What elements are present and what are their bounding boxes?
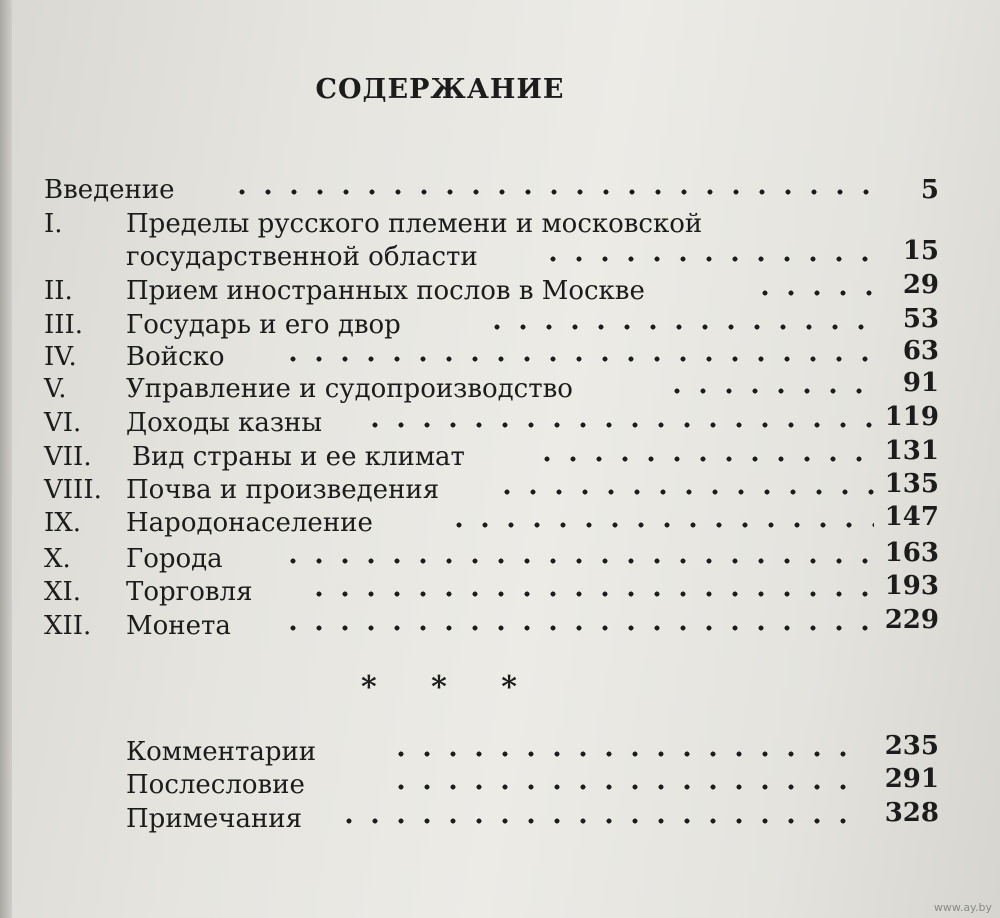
dot-leader xyxy=(664,388,874,394)
dot-leader xyxy=(306,591,874,597)
toc-entry-page: 5 xyxy=(920,175,939,205)
toc-entry-page: 135 xyxy=(884,469,939,499)
chapter-number: VI. xyxy=(44,408,82,438)
page-title: СОДЕРЖАНИЕ xyxy=(315,74,565,105)
dot-leader xyxy=(446,522,874,528)
toc-entry-label: Народонаселение xyxy=(126,508,373,538)
toc-entry-page: 229 xyxy=(884,605,939,635)
toc-entry-label: Почва и произведения xyxy=(126,475,440,505)
toc-entry-page: 328 xyxy=(884,798,939,828)
toc-entry-label: Прием иностранных послов в Москве xyxy=(126,276,645,306)
toc-entry-chapter xyxy=(44,208,939,240)
dot-leader xyxy=(752,290,872,296)
toc-entry-page: 53 xyxy=(902,304,939,334)
toc-entry-page: 119 xyxy=(884,402,939,432)
toc-entry-label: Торговля xyxy=(126,577,253,607)
toc-entry-chapter xyxy=(44,436,939,473)
toc-entry-label: Вид страны и ее климат xyxy=(132,442,465,472)
toc-entry-page: 63 xyxy=(902,336,939,366)
toc-entry-label: Государь и его двор xyxy=(126,310,401,340)
chapter-number: IV. xyxy=(44,342,77,372)
toc-entry-label: Послесловие xyxy=(126,770,305,800)
toc-entry-page: 15 xyxy=(902,236,939,266)
toc-entry-chapter xyxy=(44,538,939,575)
toc-entry-page: 291 xyxy=(884,764,939,794)
chapter-number: IX. xyxy=(44,508,82,538)
dot-leader xyxy=(534,456,874,462)
dot-leader xyxy=(540,256,870,262)
toc-entry-appendix xyxy=(126,731,939,768)
toc-entry-label: Войско xyxy=(126,342,225,372)
chapter-number: V. xyxy=(44,374,67,404)
chapter-number: VII. xyxy=(44,442,92,472)
chapter-number: XI. xyxy=(44,577,82,607)
chapter-number: XII. xyxy=(44,611,92,641)
dot-leader xyxy=(494,489,874,495)
dot-leader xyxy=(484,324,874,330)
dot-leader xyxy=(280,356,874,362)
toc-entry-page: 131 xyxy=(884,436,939,466)
toc-entry-label: Управление и судопроизводство xyxy=(126,374,573,404)
toc-entry-label: Введение xyxy=(44,175,175,205)
dot-leader xyxy=(280,625,874,631)
dot-leader xyxy=(388,751,858,757)
dot-leader xyxy=(388,784,858,790)
toc-entry-chapter xyxy=(44,270,939,307)
toc-entry-label: Монета xyxy=(126,611,231,641)
toc-entry-chapter xyxy=(44,469,939,506)
toc-entry-page: 29 xyxy=(902,270,939,300)
toc-entry-page: 163 xyxy=(884,538,939,568)
toc-entry-chapter xyxy=(44,502,939,539)
book-page-edge xyxy=(0,0,12,918)
chapter-number: X. xyxy=(44,544,71,574)
toc-entry-chapter xyxy=(44,368,939,405)
toc-entry-page: 91 xyxy=(902,368,939,398)
toc-entry-chapter xyxy=(44,402,939,439)
dot-leader xyxy=(229,189,869,195)
toc-entry-chapter xyxy=(44,605,939,642)
chapter-number: VIII. xyxy=(44,475,102,505)
toc-entry-chapter xyxy=(44,571,939,608)
toc-entry-page: 147 xyxy=(884,502,939,532)
toc-entry-label: Примечания xyxy=(126,804,303,834)
toc-entry-intro xyxy=(44,174,939,206)
toc-entry-label: Комментарии xyxy=(126,737,317,767)
dot-leader xyxy=(362,422,874,428)
section-separator: * * * xyxy=(361,670,539,705)
chapter-number: III. xyxy=(44,310,84,340)
toc-entry-label-continued: государственной области xyxy=(126,242,478,272)
toc-entry-chapter xyxy=(44,304,939,341)
toc-entry-page: 193 xyxy=(884,571,939,601)
toc-entry-appendix xyxy=(126,764,939,801)
toc-entry-label: Доходы казны xyxy=(126,408,323,438)
chapter-number: I. xyxy=(44,209,63,239)
toc-entry-appendix xyxy=(126,798,939,835)
dot-leader xyxy=(336,818,858,824)
toc-entry-label: Города xyxy=(126,544,223,574)
chapter-number: II. xyxy=(44,276,73,306)
toc-entry-continuation xyxy=(126,236,939,273)
dot-leader xyxy=(280,558,874,564)
toc-entry-page: 235 xyxy=(884,731,939,761)
toc-entry-chapter xyxy=(44,336,939,373)
toc-entry-label: Пределы русского племени и московской xyxy=(126,209,703,239)
watermark: www.ay.by xyxy=(933,901,992,914)
